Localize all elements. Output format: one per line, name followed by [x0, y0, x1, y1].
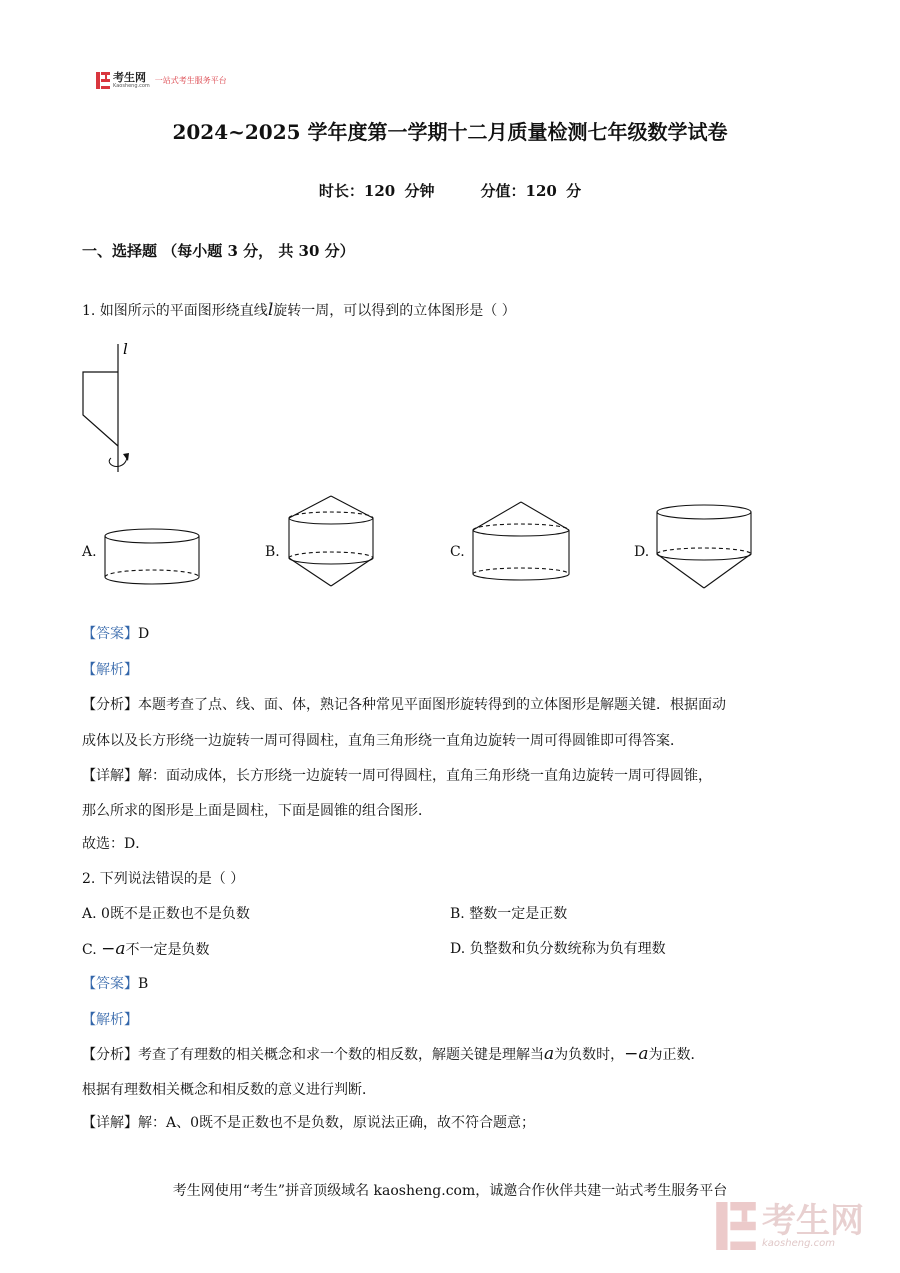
q2-xiangjie-tag: 【详解】 [82, 1115, 138, 1131]
q2-option-c-text: 不一定是负数 [125, 942, 210, 958]
q1-option-a-figure [100, 522, 204, 586]
q1-fenxi-text1: 本题考查了点、线、面、体，熟记各种常见平面图形旋转得到的立体图形是解题关键．根据面动 [138, 697, 726, 713]
q2-xiangjie-text1b: 既不是正数也不是负数，原说法正确，故不符合题意； [199, 1115, 536, 1131]
q1-option-b-label: B. [265, 544, 280, 560]
q1-option-d-label: D. [634, 544, 650, 560]
q1-fenxi-tag: 【分析】 [82, 697, 138, 713]
q2-option-a [82, 904, 250, 924]
q2-fenxi-line1 [82, 1044, 705, 1065]
q2-option-c-var: −a [101, 939, 126, 959]
q2-fenxi-var-neg-a: −a [624, 1044, 649, 1064]
q1-conclusion: 故选：D． [82, 836, 150, 852]
exam-title: 2024~2025 学年度第一学期十二月质量检测七年级数学试卷 [172, 120, 728, 144]
q2-option-a-text: 既不是正数也不是负数 [109, 906, 250, 922]
q1-stem [82, 300, 516, 321]
q1-answer [82, 624, 149, 644]
q2-answer-value: B [138, 976, 149, 992]
q1-option-c-figure [468, 496, 574, 586]
brand-logo [96, 72, 227, 89]
q1-option-a-label: A. [82, 544, 97, 560]
q1-fenxi-line1 [82, 695, 726, 715]
kaosheng-logo-icon [96, 72, 110, 89]
q2-option-a-num: 0 [101, 906, 110, 922]
watermark [716, 1202, 864, 1250]
q2-option-c-label: C. [82, 942, 97, 958]
q2-option-c [82, 939, 210, 960]
logo-domain: Kaosheng.com [113, 83, 150, 89]
q2-analysis-tag: 【解析】 [82, 1012, 138, 1028]
q1-answer-value: D [138, 626, 150, 642]
q2-stem: 2. 下列说法错误的是（ ） [82, 871, 245, 887]
q2-xiangjie-line1 [82, 1113, 535, 1133]
q1-fenxi-line2: 成体以及长方形绕一边旋转一周可得圆柱，直角三角形绕一直角边旋转一周可得圆锥即可得答案． [82, 733, 684, 749]
q1-xiangjie-line2: 那么所求的图形是上面是圆柱，下面是圆锥的组合图形． [82, 803, 432, 819]
q1-option-b-figure [284, 490, 378, 590]
q2-fenxi-text1b: 为负数时， [554, 1047, 625, 1063]
q1-xiangjie-tag: 【详解】 [82, 768, 138, 784]
watermark-logo-icon [716, 1202, 756, 1250]
q1-xiangjie-line1 [82, 766, 712, 786]
q2-option-d: D. 负整数和负分数统称为负有理数 [450, 941, 666, 957]
q2-fenxi-text1a: 考查了有理数的相关概念和求一个数的相反数，解题关键是理解当 [138, 1047, 544, 1063]
q2-fenxi-line2: 根据有理数相关概念和相反数的意义进行判断． [82, 1082, 376, 1098]
exam-subtitle: 时长：120 分钟 分值：120 分 [318, 182, 582, 200]
q1-stem-prefix: 1. 如图所示的平面图形绕直线 [82, 303, 268, 319]
q2-answer-tag: 【答案】 [82, 976, 138, 992]
page-footer: 考生网使用“考生”拼音顶级域名 kaosheng.com，诚邀合作伙伴共建一站式考生服务平台 [172, 1183, 728, 1199]
q2-option-b: B. 整数一定是正数 [450, 906, 568, 922]
q2-fenxi-tag: 【分析】 [82, 1047, 138, 1063]
q1-analysis-tag: 【解析】 [82, 662, 138, 678]
q1-var-l: l [267, 300, 274, 320]
q1-xiangjie-text1: 解：面动成体，长方形绕一边旋转一周可得圆柱，直角三角形绕一直角边旋转一周可得圆锥， [138, 768, 712, 784]
q2-answer [82, 974, 148, 994]
logo-slogan: 一站式考生服务平台 [154, 76, 227, 85]
q2-fenxi-var-a: a [544, 1044, 555, 1064]
q2-xiangjie-text1a: 解：A、 [138, 1115, 191, 1131]
q1-answer-tag: 【答案】 [82, 626, 138, 642]
q2-xiangjie-num: 0 [190, 1115, 200, 1131]
q1-option-d-figure [652, 500, 756, 592]
section-title: 一、选择题 （每小题 3 分， 共 30 分） [82, 242, 355, 260]
q1-stem-suffix: 旋转一周，可以得到的立体图形是（ ） [273, 303, 516, 319]
q2-fenxi-text1c: 为正数． [648, 1047, 705, 1063]
watermark-domain: kaosheng.com [762, 1237, 835, 1249]
plane-shape [83, 372, 118, 446]
axis-label: l [123, 340, 128, 358]
q1-option-c-label: C. [450, 544, 465, 560]
q2-option-a-label: A. [82, 906, 97, 922]
q1-figure [78, 340, 148, 475]
watermark-text: 考生网 [762, 1200, 864, 1241]
logo-name: 考生网 [113, 71, 146, 84]
